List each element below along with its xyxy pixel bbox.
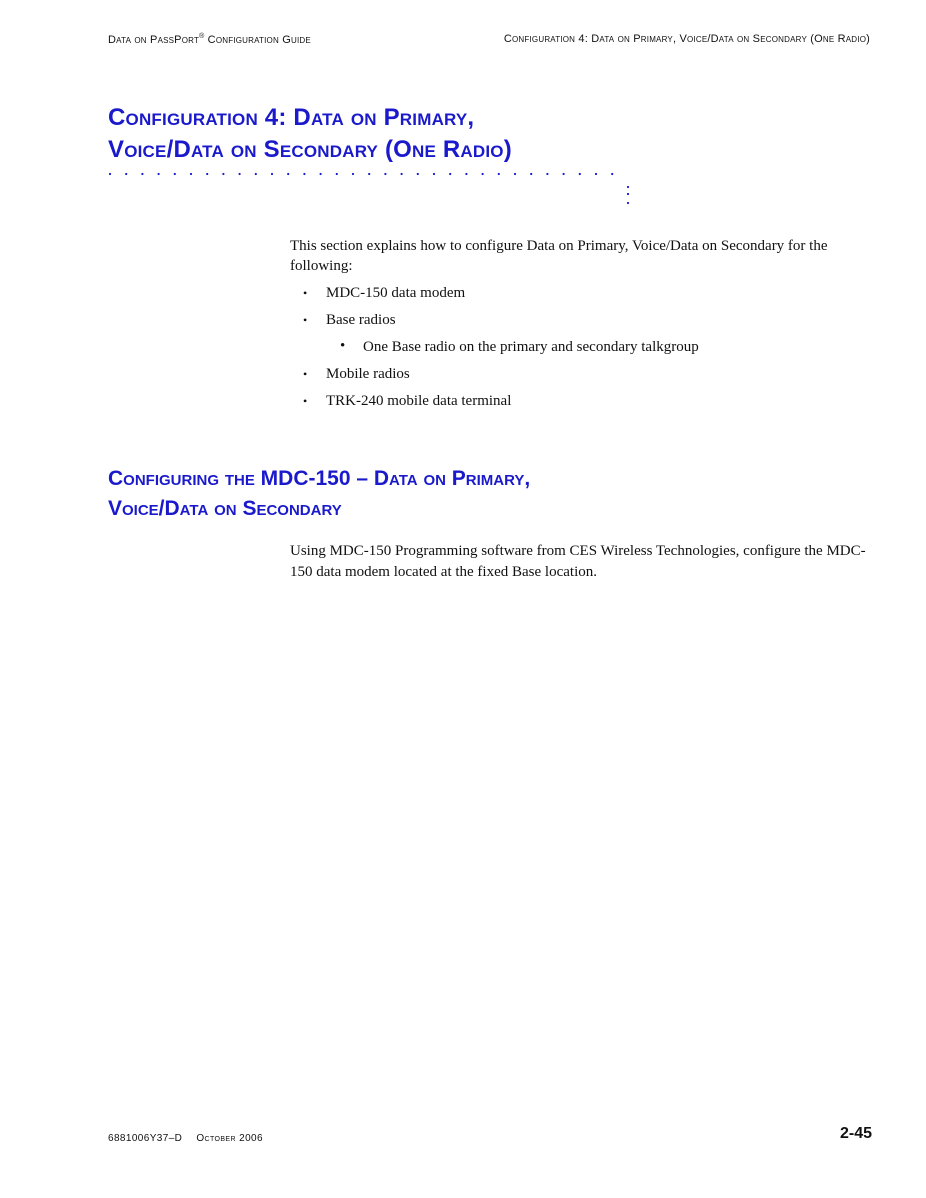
rule-dot [271, 173, 273, 175]
rule-dot [579, 173, 581, 175]
rule-dot [303, 173, 305, 175]
rule-dot [125, 173, 127, 175]
subsection-title [108, 464, 530, 524]
rule-dot [433, 173, 435, 175]
intro-paragraph: This section explains how to configure Data on Primary, Voice/Data on Secondary for the following: [290, 238, 828, 274]
rule-dot [546, 173, 548, 175]
rule-dot [190, 173, 192, 175]
doc-date: October 2006 [196, 1133, 263, 1144]
rule-dot [222, 173, 224, 175]
list-item: • TRK-240 mobile data terminal [290, 391, 699, 411]
rule-dot [141, 173, 143, 175]
rule-dot [514, 173, 516, 175]
doc-number: 6881006Y37–D [108, 1133, 183, 1144]
rule-dot [320, 173, 322, 175]
list-item: • MDC-150 data modem [290, 283, 699, 303]
rule-dot [595, 173, 597, 175]
rule-dot [174, 173, 176, 175]
rule-dot [627, 193, 629, 195]
rule-dot [498, 173, 500, 175]
rule-dot [206, 173, 208, 175]
section-title-line-2: Voice/Data on Secondary (One Radio) [108, 136, 512, 163]
subsection-title-line-2: Voice/Data on Secondary [108, 497, 342, 520]
rule-dot [255, 173, 257, 175]
rule-dot [530, 173, 532, 175]
rule-dot [352, 173, 354, 175]
section-title-line-1: Configuration 4: Data on Primary, [108, 104, 475, 131]
rule-dot [287, 173, 289, 175]
rule-dot [158, 173, 160, 175]
list-item: • Mobile radios [290, 364, 699, 384]
subsection-paragraph: Using MDC-150 Programming software from CES Wireless Technologies, configure the MDC-150 data modem located at the fixed Base location. [290, 543, 866, 580]
rule-dot [627, 202, 629, 204]
rule-dot [336, 173, 338, 175]
page-number: 2-45 [839, 1125, 872, 1142]
running-header-left: Data on PassPort® Configuration Guide [108, 33, 311, 46]
sub-bullet-list [326, 337, 699, 357]
sub-list-item: • One Base radio on the primary and secondary talkgroup [326, 337, 699, 357]
rule-dot [239, 173, 241, 175]
section-title [108, 102, 512, 166]
rule-dot [401, 173, 403, 175]
subsection-title-line-1: Configuring the MDC-150 – Data on Primary, [108, 467, 531, 490]
rule-dot [611, 173, 613, 175]
rule-dot [417, 173, 419, 175]
dotted-rule [108, 160, 632, 206]
rule-dot [109, 173, 111, 175]
rule-dot [482, 173, 484, 175]
rule-dot [449, 173, 451, 175]
rule-dot [465, 173, 467, 175]
rule-dot [368, 173, 370, 175]
rule-dot [627, 186, 629, 188]
rule-dot [563, 173, 565, 175]
footer-doc-info [108, 1133, 263, 1144]
rule-dot [384, 173, 386, 175]
running-header-right: Configuration 4: Data on Primary, Voice/Data on Secondary (One Radio) [503, 33, 870, 45]
list-item: • Base radios • One Base radio on the primary and secondary talkgroup [290, 310, 699, 357]
bullet-list [290, 283, 699, 418]
